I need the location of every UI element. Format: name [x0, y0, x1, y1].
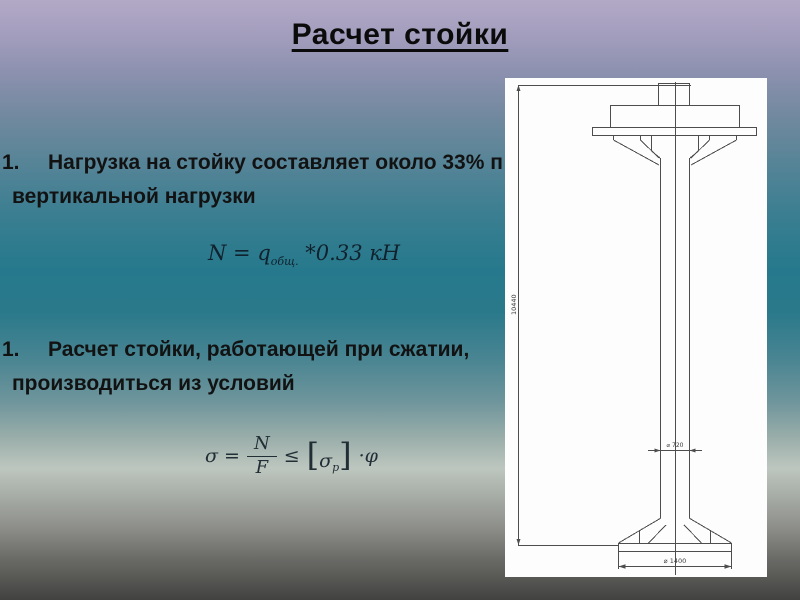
item-text-continuation: производиться из условий — [12, 372, 295, 395]
formula-load — [208, 241, 400, 268]
formula-rhs: *0.33 кН — [298, 241, 401, 265]
sigma-allowable: σ — [319, 450, 333, 473]
right-bracket: ] — [339, 436, 352, 475]
list-marker: 1. — [2, 338, 20, 361]
item-text-continuation: вертикальной нагрузки — [12, 185, 256, 208]
column-height-dimension: 10440 — [510, 294, 518, 315]
item-text: Нагрузка на стойку составляет около 33% п — [48, 151, 503, 174]
column-drawing-panel — [505, 78, 767, 577]
column-technical-drawing — [505, 78, 767, 577]
left-bracket: [ — [306, 436, 320, 475]
fraction — [247, 434, 277, 478]
base-diameter-dimension: ⌀ 1400 — [663, 557, 687, 565]
phi-factor: ·φ — [358, 445, 378, 468]
list-marker: 1. — [2, 151, 20, 174]
sigma-subscript: р — [332, 461, 340, 475]
formula-stress — [205, 434, 378, 478]
shaft-diameter-dimension: ⌀ 720 — [666, 442, 684, 449]
item-text: Расчет стойки, работающей при сжатии, — [48, 338, 470, 361]
fraction-denominator: F — [255, 456, 269, 478]
formula-variable: q — [257, 241, 271, 265]
formula-sigma-eq: σ = — [205, 445, 240, 468]
leq-sign: ≤ — [283, 445, 300, 468]
dimension-arrows — [517, 85, 732, 569]
formula-subscript: общ. — [270, 255, 299, 269]
formula-lhs: N = — [208, 241, 258, 265]
bracketed-sigma — [306, 436, 352, 475]
page-title: Расчет стойки — [291, 18, 509, 51]
fraction-numerator: N — [247, 434, 277, 457]
